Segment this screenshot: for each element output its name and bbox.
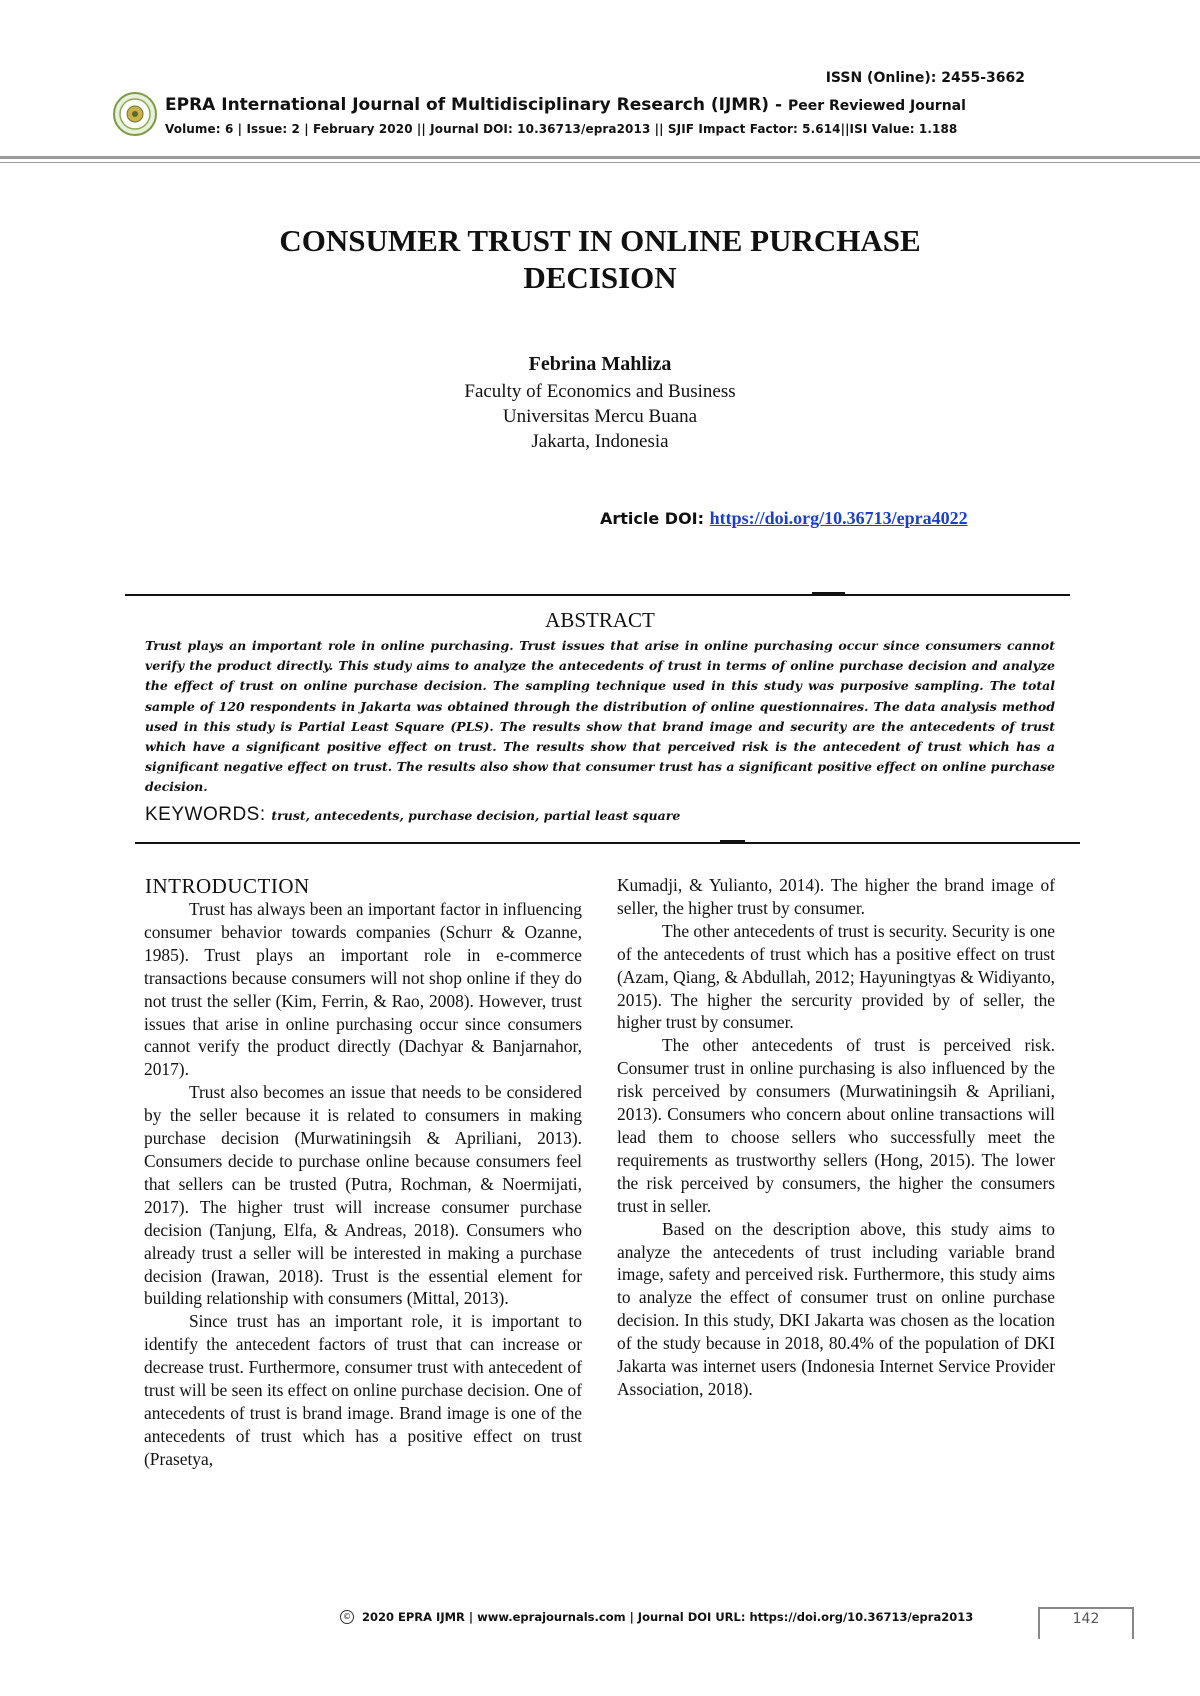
journal-name-text: EPRA International Journal of Multidisciplinary Research (IJMR) - [165,95,788,115]
body-paragraph: Trust has always been an important factor in influencing consumer behavior towards companies (Schurr & Ozanne, 1985). Trust plays an important role in e-commerce transactions because consumers will not shop online if they do not trust the seller (Kim, Ferrin, & Rao, 2008). However, trust issues that arise in online purchasing occur since consumers cannot verify the product directly (Dachyar & Banjarnahor, 2017). [144,899,582,1080]
issn-label: ISSN (Online): 2455-3662 [825,70,1025,86]
epra-seal-logo-icon [113,92,157,136]
article-doi-label: Article DOI: [600,509,710,528]
paper-title-line-1: CONSUMER TRUST IN ONLINE PURCHASE [279,223,921,258]
keywords [145,804,680,826]
affiliation-university: Universitas Mercu Buana [502,406,698,427]
paper-title [160,222,1040,296]
introduction-heading: INTRODUCTION [145,874,310,898]
abstract-top-rule [125,594,1070,596]
body-paragraph: Since trust has an important role, it is important to identify the antecedent factors of trust that can increase or decrease trust. Furthermore, consumer trust with antecedent of trust will be seen its effect on online purchase decision. One of antecedents of trust is brand image. Brand image is one of the antecedents of trust which has a positive effect on trust (Prasetya, [144,1311,582,1469]
journal-meta: Volume: 6 | Issue: 2 | February 2020 || Journal DOI: 10.36713/epra2013 || SJIF Impact Factor: 5.614||ISI Value: 1.188 [165,122,958,136]
peer-reviewed-label: Peer Reviewed Journal [787,98,966,114]
body-paragraph: Based on the description above, this study aims to analyze the antecedents of trust including variable brand image, safety and perceived risk. Furthermore, this study aims to analyze the effect of consumer trust on online purchase decision. In this study, DKI Jakarta was chosen as the location of the study because in 2018, 80.4% of the population of DKI Jakarta was internet users (Indonesia Internet Service Provider Association, 2018). [617,1218,1055,1399]
abstract-bottom-rule-mark [720,840,745,843]
footer-text: 2020 EPRA IJMR | www.eprajournals.com | Journal DOI URL: https://doi.org/10.36713/epra2013 [362,1610,974,1624]
page-number: 142 [1072,1611,1100,1627]
affiliation-faculty: Faculty of Economics and Business [464,381,736,402]
abstract-text: Trust plays an important role in online purchasing. Trust issues that arise in online purchasing occur since consumers cannot verify the product directly. This study aims to analyze the antecedents of trust in terms of online purchase decision and analyze the effect of trust on online purchase decision. The sampling technique used in this study was purposive sampling. The total sample of 120 respondents in Jakarta was obtained through the distribution of online questionnaires. The data analysis method used in this study is Partial Least Square (PLS). The results show that brand image and security are the antecedents of trust which have a significant positive effect on trust. The results show that perceived risk is the antecedent of trust which has a significant negative effect on trust. The results also show that consumer trust has a significant positive effect on online purchase decision. [145,638,1055,795]
abstract-bottom-rule [135,842,1080,844]
journal-name [165,95,966,115]
header-divider [0,156,1200,159]
copyright-icon: © [340,1610,354,1624]
header-divider-thin [0,162,1200,163]
body-paragraph: The other antecedents of trust is perceived risk. Consumer trust in online purchasing is also influenced by the risk perceived by consumers (Murwatiningsih & Apriliani, 2013). Consumers who concern about online transactions will lead them to choose sellers who successfully meet the requirements as trustworthy sellers (Hong, 2015). The lower the risk perceived by consumers, the higher the consumers trust in seller. [617,1035,1055,1216]
article-doi-link[interactable]: https://doi.org/10.36713/epra4022 [709,508,968,528]
body-right-column [617,874,1055,1401]
body-paragraph: The other antecedents of trust is security. Security is one of the antecedents of trust which has a positive effect on trust (Azam, Qiang, & Abdullah, 2012; Hayuningtyas & Widiyanto, 2015). The higher the sercurity provided by of seller, the higher trust by consumer. [617,920,1055,1033]
paper-title-line-2: DECISION [523,260,677,295]
body-left-column [144,876,582,1471]
keywords-list: trust, antecedents, purchase decision, partial least square [271,808,681,823]
abstract-top-rule-mark [812,592,845,595]
abstract-heading: ABSTRACT [545,608,655,632]
body-paragraph: Trust also becomes an issue that needs to be considered by the seller because it is related to consumers in making purchase decision (Murwatiningsih & Apriliani, 2013). Consumers decide to purchase online because consumers feel that sellers can be trusted (Putra, Rochman, & Noermijati, 2017). The higher trust will increase consumer purchase decision (Tanjung, Elfa, & Andreas, 2018). Consumers who already trust a seller will be interested in making a purchase decision (Irawan, 2018). Trust is the essential element for building relationship with consumers (Mittal, 2013). [144,1082,582,1309]
body-paragraph: Kumadji, & Yulianto, 2014). The higher the brand image of seller, the higher trust by consumer. [617,875,1055,918]
keywords-label: KEYWORDS: [145,804,272,825]
page-footer [340,1610,973,1624]
article-doi [600,508,968,529]
affiliation-location: Jakarta, Indonesia [531,431,669,452]
author-name: Febrina Mahliza [528,353,672,375]
